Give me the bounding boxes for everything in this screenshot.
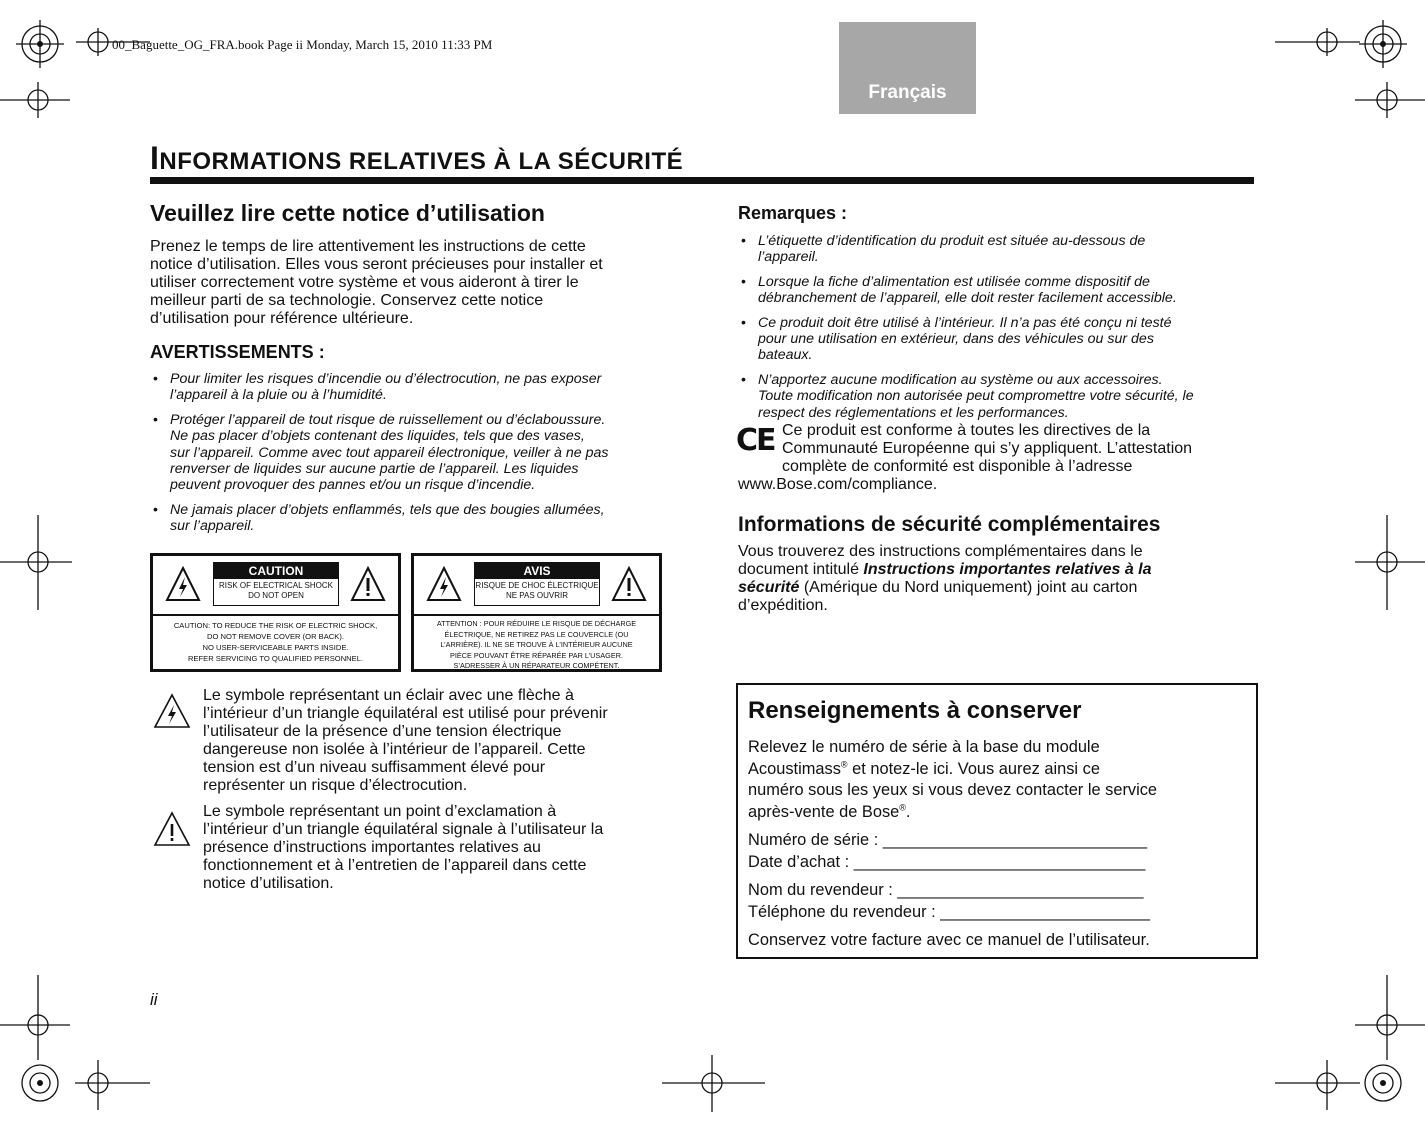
- records-intro: [748, 737, 1246, 823]
- remark-line: Toute modification non autorisée peut compromettre votre sécurité, le: [758, 388, 1194, 405]
- warning-line: sur l’appareil. Comme avec tout appareil électronique, veiller à ne pas: [170, 444, 609, 461]
- warning-item: [150, 412, 670, 494]
- records-line: [748, 759, 1246, 781]
- warning-line: l’appareil à la pluie ou à l’humidité.: [170, 387, 387, 404]
- avis-title: AVIS: [475, 563, 599, 579]
- warning-line: Ne pas placer d’objets contenant des liquides, tels que des vases,: [170, 428, 585, 445]
- symbol-line: Le symbole représentant un point d’exclamation à: [203, 803, 557, 820]
- read-notice-heading: Veuillez lire cette notice d’utilisation: [150, 200, 545, 226]
- remark-line: respect des réglementations et les performances.: [758, 404, 1069, 421]
- intro-line: notice d’utilisation. Elles vous seront précieuses pour installer et: [150, 256, 603, 273]
- ce-line: Communauté Européenne qui s’y appliquent. L’attestation: [782, 440, 1193, 457]
- avis-text-line: S’ADRESSER À UN RÉPARATEUR COMPÉTENT.: [453, 661, 620, 671]
- warning-line: • Pour limiter les risques d’incendie ou d’électrocution, ne pas exposer: [170, 371, 602, 387]
- compliance-url: www.Bose.com/compliance.: [738, 476, 938, 493]
- records-text: .: [905, 802, 911, 821]
- remark-item: [738, 372, 1258, 421]
- ce-compliance-text: [738, 422, 1258, 494]
- records-text: après-vente de Bose: [748, 802, 900, 821]
- left-column: [150, 200, 670, 543]
- caution-header: [213, 562, 339, 606]
- warning-line: sur l’appareil.: [170, 518, 255, 535]
- exclamation-symbol-icon: [153, 811, 191, 847]
- remark-line: • Lorsque la fiche d’alimentation est utilisée comme dispositif de: [758, 273, 1150, 290]
- warning-line: peuvent provoquer des pannes et/ou un risque d’incendie.: [170, 477, 536, 494]
- avis-subtitle: [475, 579, 599, 601]
- caution-text-line: NO USER-SERVICEABLE PARTS INSIDE.: [202, 643, 349, 652]
- ce-line: Ce produit est conforme à toutes les directives de la: [782, 422, 1151, 439]
- records-text: et notez-le ici. Vous aurez ainsi ce: [847, 759, 1100, 778]
- dealer-name-field: Nom du revendeur : ___________________________: [748, 881, 1144, 899]
- symbol-line: fonctionnement et à l’entretien de l’appareil dans cette: [203, 857, 587, 874]
- exclamation-symbol-text: [203, 803, 673, 893]
- symbol-line: l’utilisateur de la présence d’une tension électrique: [203, 723, 562, 740]
- warning-item: [150, 502, 670, 535]
- exclamation-triangle-icon: [350, 566, 386, 602]
- document-title-end: sécurité: [738, 579, 800, 596]
- lightning-triangle-icon: [165, 566, 201, 602]
- avis-label: [411, 553, 662, 672]
- symbol-line: dangereuse non isolée à l’intérieur de l’appareil. Cette: [203, 741, 586, 758]
- ce-line: complète de conformité est disponible à l’adresse: [782, 458, 1133, 475]
- lightning-symbol-icon: [153, 693, 191, 729]
- print-header: 00_Baguette_OG_FRA.book Page ii Monday, March 15, 2010 11:33 PM: [112, 37, 493, 52]
- ce-mark-icon: CE: [736, 423, 775, 458]
- avis-text-line: ATTENTION : POUR RÉDUIRE LE RISQUE DE DÉCHARGE: [436, 619, 637, 628]
- extra-text: (Amérique du Nord uniquement) joint au carton: [799, 579, 1138, 596]
- records-heading: Renseignements à conserver: [748, 697, 1082, 724]
- lightning-triangle-icon: [426, 566, 462, 602]
- serial-number-field: Numéro de série : _____________________________: [748, 831, 1148, 849]
- avis-sub-line: NE PAS OUVRIR: [505, 591, 569, 600]
- remark-item: [738, 274, 1258, 307]
- extra-safety-heading: Informations de sécurité complémentaires: [738, 513, 1161, 536]
- remark-line: pour une utilisation en extérieur, dans des véhicules ou sur des: [758, 331, 1154, 348]
- purchase-date-field: Date d’achat : ________________________________: [748, 852, 1146, 871]
- warning-line: renverser de liquides sur aucune partie de l’appareil. Les liquides: [170, 461, 579, 478]
- caution-text-line: REFER SERVICING TO QUALIFIED PERSONNEL.: [187, 654, 364, 663]
- intro-line: d’utilisation pour référence ultérieure.: [150, 310, 414, 327]
- exclamation-triangle-icon: [611, 566, 647, 602]
- extra-text: document intitulé: [738, 561, 864, 578]
- remarks-list: [738, 233, 1258, 421]
- records-box: [736, 683, 1258, 959]
- caution-sub-line: DO NOT OPEN: [248, 591, 304, 600]
- symbol-line: l’intérieur d’un triangle équilatéral signale à l’utilisateur la: [203, 821, 604, 838]
- document-title: Instructions importantes relatives à la: [863, 561, 1152, 578]
- remark-line: bateaux.: [758, 347, 813, 364]
- remark-item: [738, 315, 1258, 364]
- intro-paragraph: [150, 238, 670, 328]
- remark-line: débranchement de l’appareil, elle doit rester facilement accessible.: [758, 290, 1177, 307]
- avis-text-line: L’ARRIÈRE). IL NE SE TROUVE À L’INTÉRIEUR AUCUNE: [440, 640, 633, 650]
- warnings-heading: AVERTISSEMENTS :: [150, 342, 325, 362]
- avis-header: [474, 562, 600, 606]
- records-closing: Conservez votre facture avec ce manuel de l’utilisateur.: [748, 931, 1150, 949]
- records-line: Relevez le numéro de série à la base du module: [748, 738, 1100, 756]
- warning-line: • Ne jamais placer d’objets enflammés, tels que des bougies allumées,: [170, 501, 605, 518]
- symbol-line: Le symbole représentant un éclair avec une flèche à: [203, 687, 574, 704]
- right-column: [738, 203, 1258, 429]
- warnings-list: [150, 371, 670, 535]
- remark-line: • L’étiquette d’identification du produit est située au-dessous de: [758, 233, 1146, 249]
- remarks-heading: Remarques :: [738, 203, 848, 223]
- symbol-line: représenter un risque d’électrocution.: [203, 777, 468, 794]
- page-title: [150, 140, 683, 177]
- symbol-line: présence d’instructions importantes relatives au: [203, 839, 541, 856]
- extra-line: [738, 561, 1258, 579]
- warning-line: • Protéger l’appareil de tout risque de ruissellement ou d’éclaboussure.: [170, 411, 606, 428]
- warning-item: [150, 371, 670, 404]
- remark-line: • Ce produit doit être utilisé à l’intérieur. Il n’a pas été conçu ni testé: [758, 314, 1172, 331]
- registered-mark: ®: [840, 759, 848, 770]
- dealer-phone-field: Téléphone du revendeur : _______________________: [748, 902, 1150, 921]
- symbol-line: tension est d’un niveau suffisamment élevé pour: [203, 759, 546, 776]
- extra-line: Vous trouverez des instructions complémentaires dans le: [738, 543, 1143, 560]
- avis-text: [414, 616, 659, 672]
- extra-line: [738, 579, 1258, 597]
- remark-line: l’appareil.: [758, 249, 819, 266]
- page-number: ii: [150, 990, 158, 1009]
- symbol-line: notice d’utilisation.: [203, 875, 334, 892]
- extra-safety-text: [738, 543, 1258, 615]
- remark-line: • N’apportez aucune modification au système ou aux accessoires.: [758, 371, 1163, 388]
- caution-subtitle: [214, 579, 338, 601]
- intro-line: utiliser correctement votre système et vous aideront à tirer le: [150, 274, 579, 291]
- title-rule: [150, 177, 1254, 184]
- avis-sub-line: RISQUE DE CHOC ÉLECTRIQUE: [475, 581, 599, 590]
- lightning-symbol-text: [203, 687, 673, 795]
- avis-text-line: ÉLECTRIQUE, NE RETIREZ PAS LE COUVERCLE (OU: [444, 629, 629, 639]
- symbol-line: l’intérieur d’un triangle équilatéral est utilisé pour prévenir: [203, 705, 608, 722]
- dealer-fields: [748, 880, 1246, 923]
- intro-line: Prenez le temps de lire attentivement les instructions de cette: [150, 238, 586, 255]
- caution-text-line: DO NOT REMOVE COVER (OR BACK).: [207, 632, 344, 641]
- title-initial: I: [150, 140, 160, 176]
- avis-text-line: PIÈCE POUVANT ÊTRE RÉPARÉE PAR L’USAGER.: [449, 650, 623, 660]
- caution-sub-line: RISK OF ELECTRICAL SHOCK: [219, 581, 333, 590]
- intro-line: meilleur parti de sa technologie. Conservez cette notice: [150, 292, 544, 309]
- caution-text: [153, 616, 398, 664]
- registered-mark: ®: [899, 802, 906, 813]
- caution-title: CAUTION: [214, 563, 338, 579]
- caution-text-line: CAUTION: TO REDUCE THE RISK OF ELECTRIC SHOCK,: [173, 621, 378, 630]
- records-line: numéro sous les yeux si vous devez contacter le service: [748, 781, 1158, 799]
- records-line: [748, 802, 1246, 824]
- remark-item: [738, 233, 1258, 266]
- extra-safety-section: [738, 513, 1258, 615]
- caution-label: [150, 553, 401, 672]
- product-name: Acoustimass: [748, 759, 841, 778]
- purchase-fields: [748, 830, 1246, 873]
- title-rest: NFORMATIONS RELATIVES À LA SÉCURITÉ: [159, 148, 684, 175]
- language-tab: Français: [839, 22, 976, 114]
- extra-line: d’expédition.: [738, 597, 828, 614]
